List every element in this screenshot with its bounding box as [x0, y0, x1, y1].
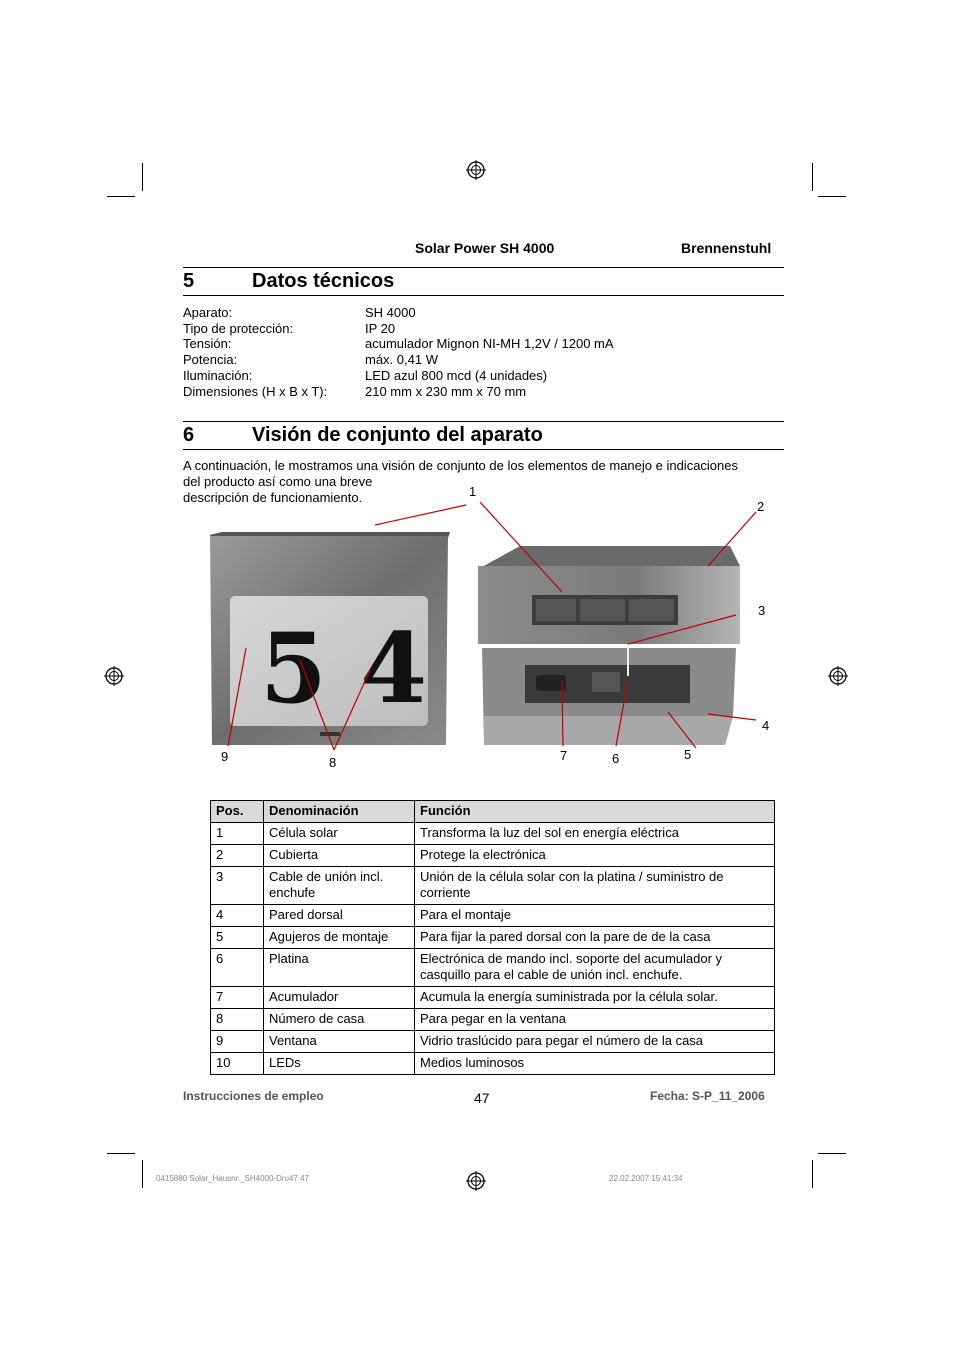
table-cell: Unión de la célula solar con la platina / suministro de corriente [415, 867, 775, 905]
table-cell: 9 [211, 1031, 264, 1053]
intro-line: del producto así como una breve [183, 474, 373, 489]
registration-mark-icon [104, 666, 124, 686]
callout-label: 1 [469, 484, 477, 499]
section-6-heading [183, 424, 543, 447]
crop-mark [812, 163, 813, 191]
table-cell: Vidrio traslúcido para pegar el número de la casa [415, 1031, 775, 1053]
spec-value: máx. 0,41 W [365, 352, 438, 368]
table-cell: Cubierta [264, 845, 415, 867]
spec-row [183, 384, 614, 400]
registration-mark-icon [828, 666, 848, 686]
intro-line: A continuación, le mostramos una visión de conjunto de los elementos de manejo e indicaciones [183, 458, 739, 473]
table-cell: 7 [211, 987, 264, 1009]
house-number-digits: 5 4 [260, 612, 428, 725]
crop-mark [142, 1160, 143, 1188]
table-row [211, 867, 775, 905]
spec-label: Tensión: [183, 336, 232, 352]
table-cell: 4 [211, 905, 264, 927]
table-row [211, 1009, 775, 1031]
section-5-heading [183, 270, 394, 293]
table-cell: Célula solar [264, 823, 415, 845]
spec-label: Iluminación: [183, 367, 253, 383]
table-cell: Acumula la energía suministrada por la célula solar. [415, 987, 775, 1009]
divider [183, 449, 784, 450]
table-cell: 6 [211, 949, 264, 987]
print-slug-date: 22.02.2007 15:41:34 [609, 1174, 683, 1183]
section-title: Datos técnicos [252, 270, 395, 292]
table-cell: Cable de unión incl. enchufe [264, 867, 415, 905]
column-header: Pos. [211, 801, 264, 823]
product-figure [180, 480, 780, 780]
section-title: Visión de conjunto del aparato [252, 424, 543, 446]
table-cell: LEDs [264, 1053, 415, 1075]
table-cell: Pared dorsal [264, 905, 415, 927]
callout-label: 3 [758, 603, 766, 618]
table-cell: Para pegar en la ventana [415, 1009, 775, 1031]
footer-right: Fecha: S-P_11_2006 [650, 1089, 765, 1103]
table-cell: Electrónica de mando incl. soporte del acumulador y casquillo para el cable de unión incl. enchufe. [415, 949, 775, 987]
table-row [211, 823, 775, 845]
divider [183, 295, 784, 296]
table-cell: Protege la electrónica [415, 845, 775, 867]
crop-mark [107, 196, 135, 197]
spec-label: Tipo de protección: [183, 320, 294, 336]
spec-row [183, 368, 614, 384]
table-cell: Ventana [264, 1031, 415, 1053]
table-row [211, 949, 775, 987]
registration-mark-icon [466, 160, 486, 180]
table-cell: Agujeros de montaje [264, 927, 415, 949]
callout-label: 5 [684, 747, 692, 762]
column-header: Denominación [264, 801, 415, 823]
spec-label: Aparato: [183, 305, 233, 320]
table-row [211, 927, 775, 949]
section-number: 5 [183, 270, 195, 292]
table-header-row [211, 801, 775, 823]
header-product: Solar Power SH 4000 [415, 240, 555, 256]
table-cell: 2 [211, 845, 264, 867]
spec-row [183, 352, 614, 368]
registration-mark-icon [466, 1171, 486, 1191]
callout-label: 6 [612, 751, 620, 766]
table-cell: Medios luminosos [415, 1053, 775, 1075]
table-cell: 3 [211, 867, 264, 905]
table-cell: 1 [211, 823, 264, 845]
spec-label: Potencia: [183, 352, 238, 368]
crop-mark [142, 163, 143, 191]
divider [183, 421, 784, 422]
spec-value: acumulador Mignon NI-MH 1,2V / 1200 mA [365, 336, 614, 352]
open-view [478, 546, 740, 745]
callout-label: 8 [329, 755, 337, 770]
print-slug-file: 0415880 Solar_Hausnr._SH4000-Dru47 47 [156, 1174, 309, 1183]
column-header: Función [415, 801, 775, 823]
crop-mark [818, 1153, 846, 1154]
table-cell: 8 [211, 1009, 264, 1031]
table-cell: Número de casa [264, 1009, 415, 1031]
header-brand: Brennenstuhl [681, 240, 772, 256]
spec-row [183, 321, 614, 337]
table-cell: 5 [211, 927, 264, 949]
parts-table [210, 800, 775, 1075]
divider [183, 267, 784, 268]
spec-value: IP 20 [365, 320, 396, 336]
table-cell: Para fijar la pared dorsal con la pare de de la casa [415, 927, 775, 949]
spec-row [183, 305, 614, 321]
page-number: 47 [474, 1090, 490, 1106]
table-cell: 10 [211, 1053, 264, 1075]
callout-label: 7 [560, 748, 568, 763]
spec-value: LED azul 800 mcd (4 unidades) [365, 367, 548, 383]
spec-value: SH 4000 [365, 305, 416, 320]
table-row [211, 1053, 775, 1075]
footer-left: Instrucciones de empleo [183, 1089, 324, 1103]
spec-label: Dimensiones (H x B x T): [183, 383, 328, 399]
intro-line: descripción de funcionamiento. [183, 490, 363, 505]
table-cell: Platina [264, 949, 415, 987]
table-cell: Acumulador [264, 987, 415, 1009]
front-view [210, 532, 450, 745]
table-row [211, 845, 775, 867]
section-number: 6 [183, 424, 195, 446]
spec-value: 210 mm x 230 mm x 70 mm [365, 383, 527, 399]
callout-label: 4 [762, 718, 770, 733]
table-row [211, 987, 775, 1009]
crop-mark [818, 196, 846, 197]
table-row [211, 905, 775, 927]
table-cell: Para el montaje [415, 905, 775, 927]
callout-label: 2 [757, 499, 765, 514]
crop-mark [812, 1160, 813, 1188]
table-row [211, 1031, 775, 1053]
table-cell: Transforma la luz del sol en energía eléctrica [415, 823, 775, 845]
spec-list [183, 305, 614, 399]
callout-label: 9 [221, 749, 229, 764]
spec-row [183, 336, 614, 352]
crop-mark [107, 1153, 135, 1154]
